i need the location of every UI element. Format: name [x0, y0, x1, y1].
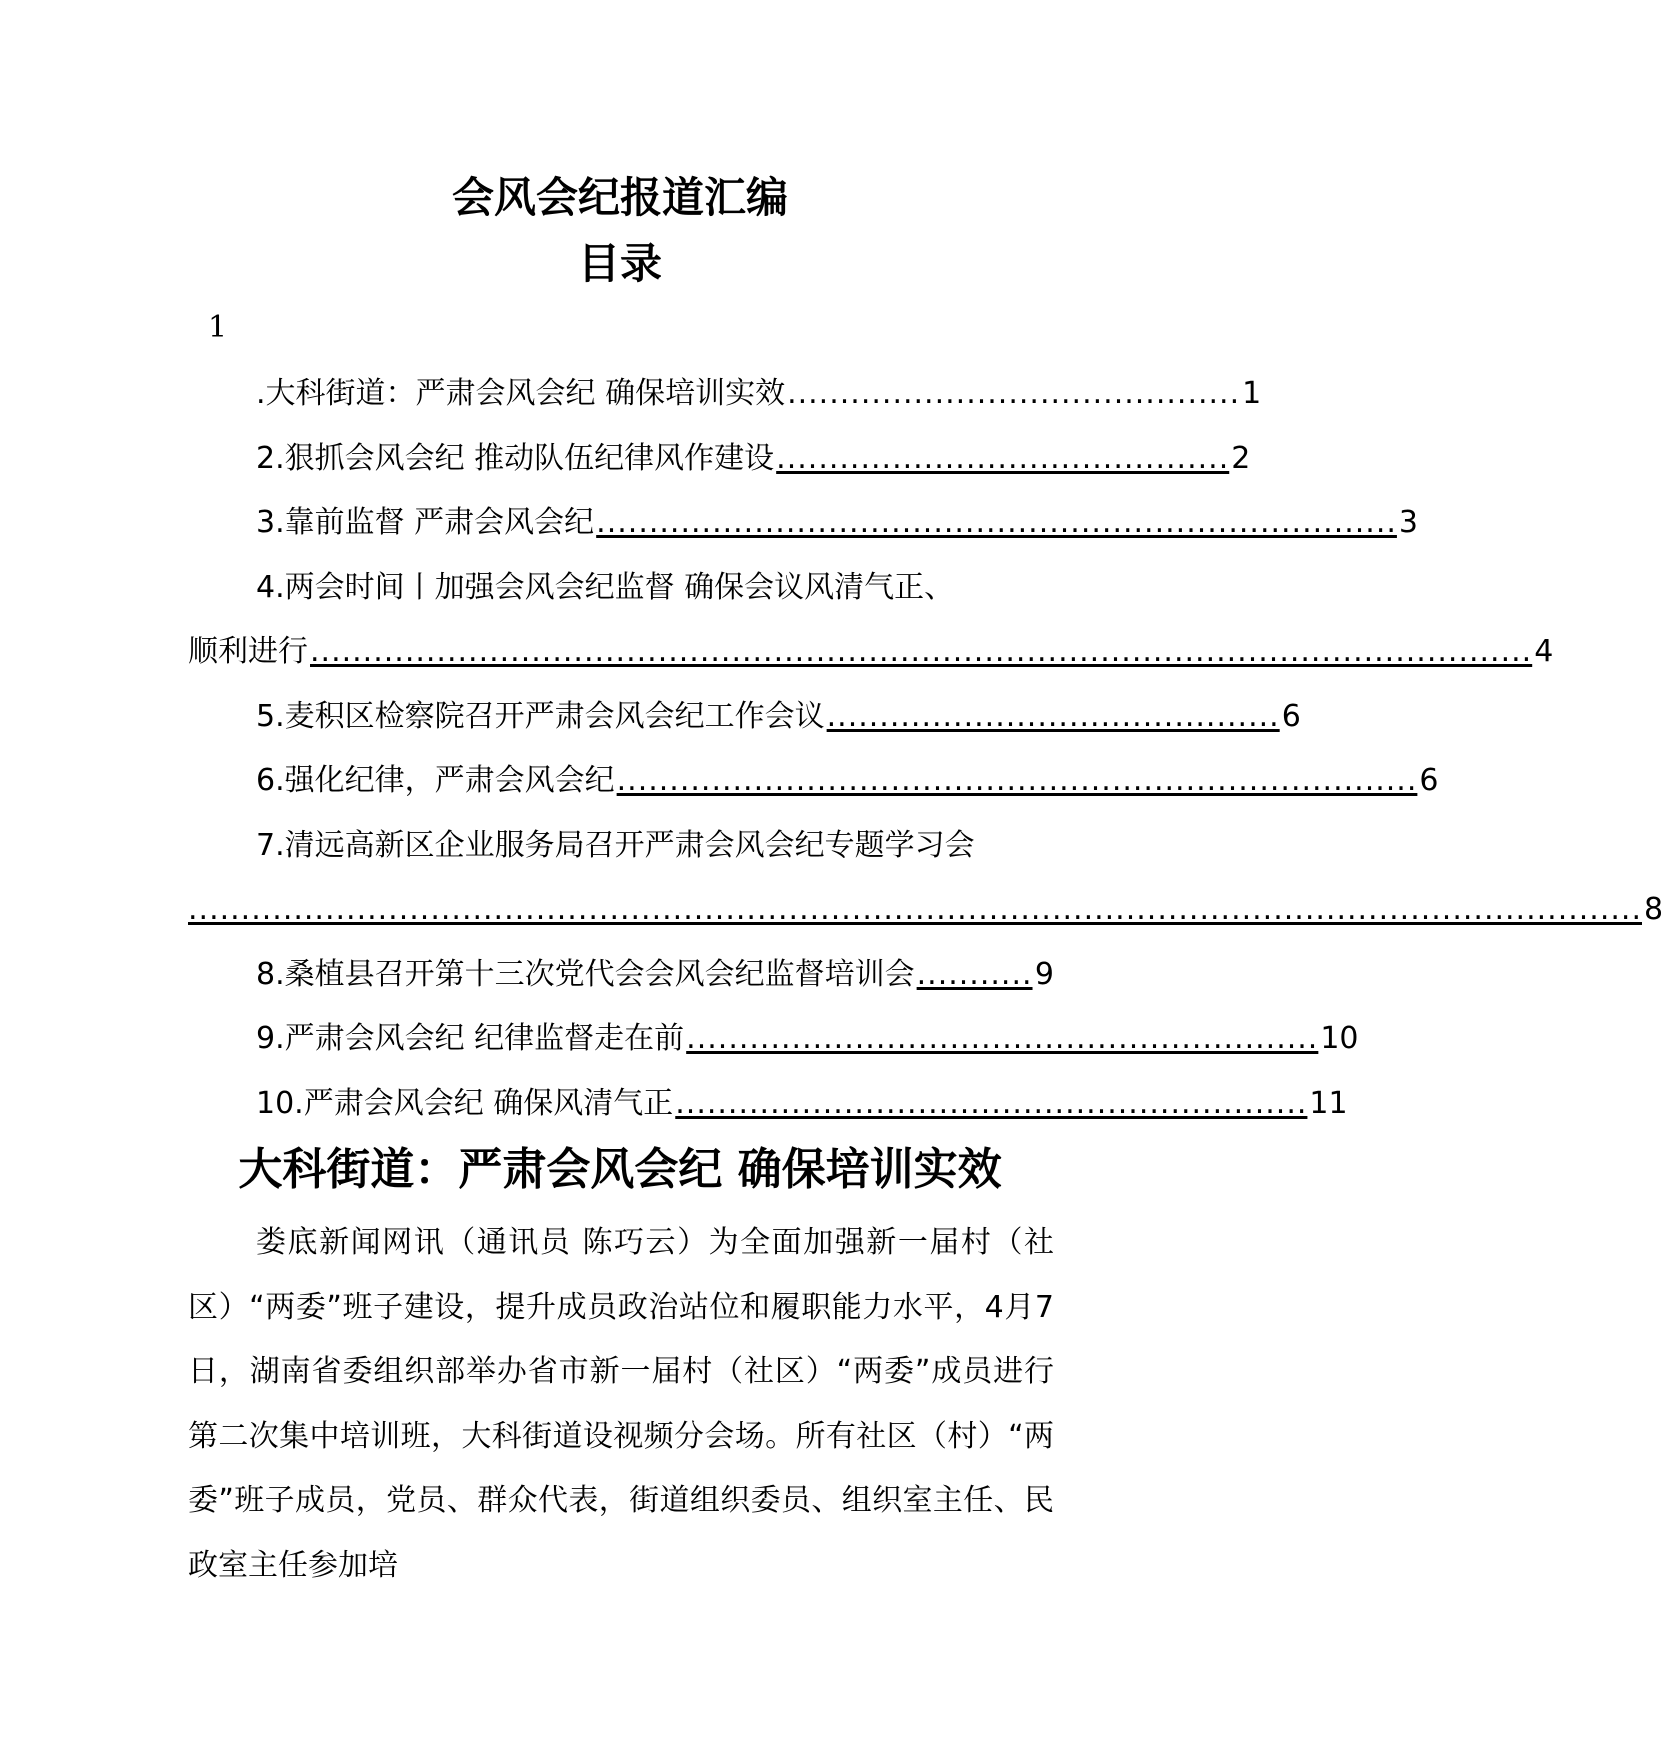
toc-entry-title-continued: 顺利进行 [188, 634, 308, 669]
article-heading: 大科街道：严肃会风会纪 确保培训实效 [238, 1144, 1002, 1195]
toc-entry[interactable] [188, 491, 1419, 556]
toc-entry-title: 2.狠抓会风会纪 推动队伍纪律风作建设 [256, 440, 775, 476]
toc-entry-title: 3.靠前监督 严肃会风会纪 [256, 505, 595, 540]
toc-entry-page: 4 [1534, 634, 1554, 669]
toc-leader: .......................................................................................................................................... [188, 892, 1642, 927]
toc-entry-page: 2 [1231, 440, 1251, 476]
toc-entry-line2[interactable] [188, 878, 1663, 943]
toc-entry-title: .大科街道：严肃会风会纪 确保培训实效 [256, 376, 786, 411]
toc-entry[interactable] [188, 362, 1262, 427]
toc-entry[interactable] [188, 1007, 1359, 1072]
toc-entry-title: 7.清远高新区企业服务局召开严肃会风会纪专题学习会 [256, 827, 975, 863]
toc-entry-page: 3 [1398, 505, 1419, 540]
table-of-contents [188, 362, 1663, 1136]
toc-entry-page: 1 [1242, 376, 1262, 411]
toc-entry-page: 6 [1281, 698, 1301, 734]
toc-entry-page: 6 [1419, 763, 1439, 798]
toc-entry-page: 11 [1309, 1085, 1348, 1121]
toc-heading: 目录 [577, 239, 662, 288]
toc-entry-line2[interactable] [188, 620, 1554, 685]
toc-leader: ........................................... [787, 376, 1241, 411]
toc-entry[interactable] [188, 749, 1439, 814]
toc-leader: ............................................................ [675, 1085, 1308, 1121]
toc-leader: ............................................................................ [616, 763, 1418, 798]
toc-leader: .................................................................................................................... [310, 634, 1533, 669]
toc-entry-page: 9 [1034, 956, 1054, 992]
toc-entry-page: 8 [1644, 892, 1663, 927]
toc-leader: ............................................................................ [596, 505, 1397, 540]
toc-leader: ........................................... [776, 440, 1230, 476]
toc-entry-title: 6.强化纪律，严肃会风会纪 [256, 763, 615, 798]
toc-entry[interactable] [188, 1072, 1348, 1137]
toc-leader: ............................................................ [686, 1021, 1319, 1056]
toc-entry-line1[interactable] [188, 556, 1054, 621]
toc-entry[interactable] [188, 685, 1301, 750]
article-body: 娄底新闻网讯（通讯员 陈巧云）为全面加强新一届村（社区）“两委”班子建设，提升成员政治站位和履职能力水平，4月7日，湖南省委组织部举办省市新一届村（社区）“两委”成员进行第二次集中培训班，大科街道设视频分会场。所有社区（村）“两委”班子成员，党员、群众代表，街道组织委员、组织室主任、民政室主任参加培 [188, 1225, 1054, 1583]
toc-leader: ........... [916, 956, 1033, 992]
toc-entry-title: 5.麦积区检察院召开严肃会风会纪工作会议 [256, 698, 825, 734]
toc-entry[interactable] [188, 427, 1251, 492]
toc-entry-title: 9.严肃会风会纪 纪律监督走在前 [256, 1021, 685, 1056]
toc-entry-title: 4.两会时间丨加强会风会纪监督 确保会议风清气正、 [256, 569, 955, 605]
stray-number: 1 [208, 310, 228, 345]
toc-entry-line1[interactable] [188, 814, 1054, 879]
toc-entry-title: 8.桑植县召开第十三次党代会会风会纪监督培训会 [256, 956, 915, 992]
document-title: 会风会纪报道汇编 [451, 173, 788, 222]
toc-leader: ........................................... [826, 698, 1280, 734]
toc-entry[interactable] [188, 943, 1054, 1008]
toc-entry-page: 10 [1320, 1021, 1359, 1056]
toc-entry-title: 10.严肃会风会纪 确保风清气正 [256, 1085, 674, 1121]
